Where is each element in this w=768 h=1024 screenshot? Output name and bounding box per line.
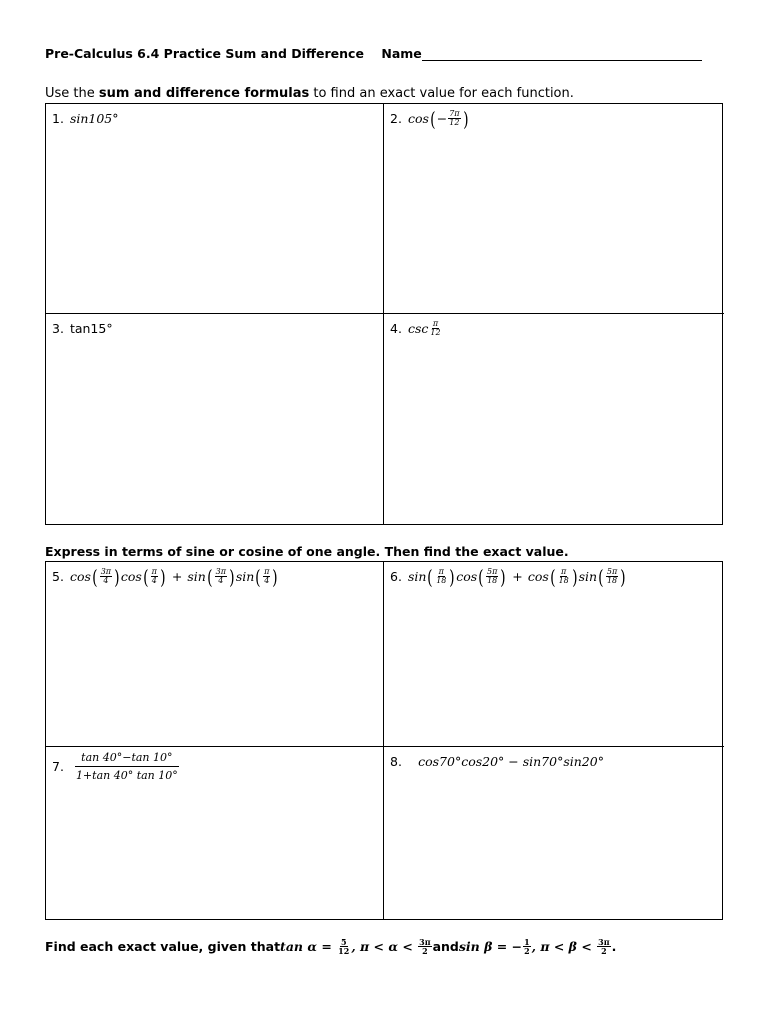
period: .	[611, 939, 617, 955]
plus-sign: +	[512, 569, 523, 584]
alpha-range: , π < α <	[351, 939, 413, 955]
problem-grid-2	[45, 561, 723, 920]
problem-number: 4.	[390, 321, 402, 336]
problem-grid-1	[45, 103, 723, 525]
problem-7-fraction: tan 40°−tan 10° 1+tan 40° tan 10°	[75, 751, 178, 782]
cos-func: cos	[69, 569, 91, 584]
problem-number: 1.	[52, 111, 64, 126]
problem-7-cell[interactable]	[46, 747, 384, 919]
sin-func: sin	[187, 569, 206, 584]
instructions-prefix: Use the	[45, 86, 99, 101]
cos-func: cos	[527, 569, 549, 584]
sin-func: sin	[578, 569, 598, 584]
instructions	[45, 86, 574, 101]
problem-3-cell[interactable]	[46, 314, 384, 524]
problem-number: 6.	[390, 569, 402, 584]
problem-3-expr: tan15°	[69, 321, 113, 336]
name-field[interactable]	[422, 46, 702, 61]
given-values-line: Find each exact value, given that tan α = $\frac{5}{12}$ , π < α < $\frac{3\pi}{2}$ and sin β = − $\frac{1}{2}$ , π < β < $\frac{3\pi}{2}$ .	[45, 937, 617, 957]
problem-1-cell[interactable]	[46, 104, 384, 314]
problem-number: 8.	[390, 754, 402, 769]
name-label: Name	[381, 46, 422, 61]
title-text: Pre-Calculus 6.4 Practice Sum and Difference	[45, 46, 364, 61]
given-prefix: Find each exact value, given that	[45, 939, 281, 955]
problem-4-func: csc	[407, 321, 429, 336]
minus-sign: −	[436, 111, 448, 126]
problem-1-expr: sin105°	[69, 111, 119, 126]
instructions-suffix: to find an exact value for each function.	[309, 86, 574, 101]
sin-beta: sin β = −	[458, 939, 523, 955]
cos-func: cos	[120, 569, 142, 584]
problem-number: 7.	[52, 759, 64, 774]
problem-2-fraction: $\frac{7\pi}{12}$	[449, 108, 460, 127]
instructions-bold: sum and difference formulas	[98, 86, 310, 101]
problem-8-expr: cos70°cos20° − sin70°sin20°	[418, 754, 604, 769]
cos-func: cos	[456, 569, 478, 584]
problem-4-cell[interactable]	[384, 314, 724, 524]
problem-8-cell[interactable]	[384, 747, 724, 919]
beta-range: , π < β <	[531, 939, 592, 955]
problem-5-cell[interactable]: 5. cos ( $\frac{3\pi}{4}$ ) cos ( $\frac{\pi}{4}$ ) + sin ( $\frac{3\pi}{4}$ ) sin ( $\frac{\pi}{4}$ )	[46, 562, 384, 747]
problem-2-cell[interactable]: 2. cos ( − $\frac{7\pi}{12}$ )	[384, 104, 724, 314]
section-2-heading: Express in terms of sine or cosine of one angle. Then find the exact value.	[45, 544, 569, 559]
page-title	[45, 46, 702, 61]
sin-func: sin	[407, 569, 427, 584]
problem-number: 5.	[52, 569, 64, 584]
problem-4-fraction: $\frac{\pi}{12}$	[430, 318, 441, 337]
problem-6-cell[interactable]: 6. sin ( $\frac{\pi}{18}$ ) cos ( $\frac{5\pi}{18}$ ) + cos ( $\frac{\pi}{18}$ ) sin ( $\frac{5\pi}{18}$ )	[384, 562, 724, 747]
problem-number: 3.	[52, 321, 64, 336]
plus-sign: +	[171, 569, 183, 584]
problem-2-func: cos	[407, 111, 429, 126]
problem-number: 2.	[390, 111, 402, 126]
and-word: and	[432, 939, 459, 955]
tan-alpha: tan α =	[280, 939, 332, 955]
sin-func: sin	[235, 569, 255, 584]
